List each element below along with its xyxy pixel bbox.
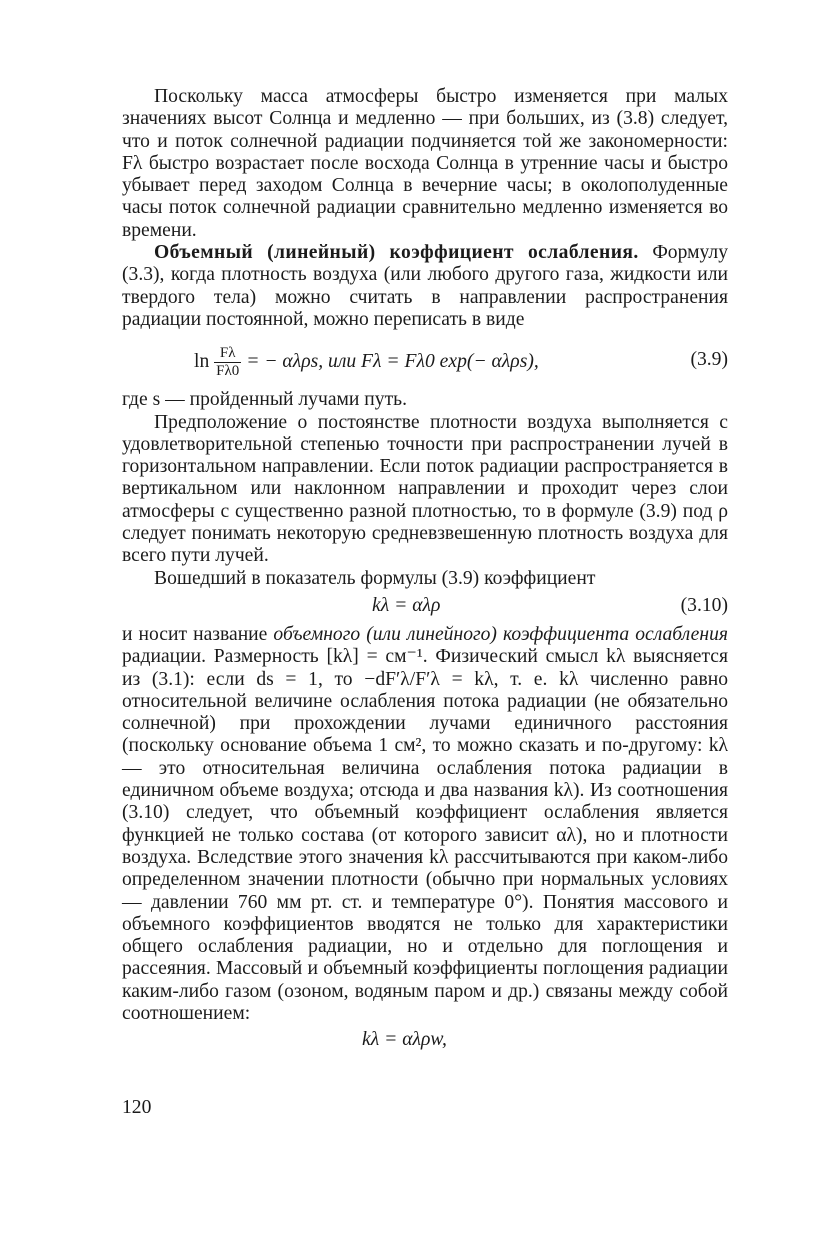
equation-3-9: [122, 331, 728, 389]
eq-fraction: [214, 345, 241, 380]
paragraph-6-start: и носит название: [122, 623, 274, 645]
section-heading: Объемный (линейный) коэффициент ослабления.: [154, 242, 639, 264]
paragraph-2: [122, 242, 728, 331]
equation-number-3-9: (3.9): [690, 349, 728, 371]
term-volume-coefficient: объемного (или линейного) коэффициента ослабления: [273, 623, 728, 645]
paragraph-6-rest: радиации. Размерность [kλ] = см⁻¹. Физический смысл kλ выясняется из (3.1): если ds = 1, то −dF′λ/F′λ = kλ, т. е. kλ численно равно относительной величине ослабления потока радиации (не обязательно солнечной) при прохождении лучами единичного расстояния (поскольку основание объема 1 см², то можно сказать и по-другому: kλ — это относительная величина ослабления потока радиации в единичном объеме воздуха; отсюда и два названия kλ). Из соотношения (3.10) следует, что объемный коэффициент ослабления является функцией не только состава (от которого зависит αλ), но и плотности воздуха. Вследствие этого значения kλ рассчитываются при каком-либо определенном значении плотности (обычно при нормальных условиях — давлении 760 мм рт. ст. и температуре 0°). Понятия массового и объемного коэффициентов вводятся не только для характеристики общего ослабления радиации, но и отдельно для поглощения и рассеяния. Массовый и объемный коэффициенты поглощения радиации каким-либо газом (озоном, водяным паром и др.) связаны между собой соотношением:: [122, 646, 728, 1024]
equation-3-10: [122, 590, 728, 624]
page-number: 120: [122, 1097, 152, 1118]
paragraph-4: Предположение о постоянстве плотности воздуха выполняется с удовлетворительной степенью точности при распространении лучей в горизонтальном направлении. Если поток радиации распространяется в вертикальном или наклонном направлении и проходит через слои атмосферы с существенно разной плотностью, то в формуле (3.9) под ρ следует понимать некоторую средневзвешенную плотность воздуха для всего пути лучей.: [122, 411, 728, 567]
equation-last-body: kλ = αλρw,: [362, 1029, 447, 1051]
eq-numerator: Fλ: [214, 345, 241, 363]
equation-last: [122, 1025, 728, 1055]
paragraph-3: где s — пройденный лучами путь.: [122, 389, 407, 411]
equation-number-3-10: (3.10): [680, 594, 728, 616]
equation-3-10-body: kλ = αλρ: [372, 594, 441, 616]
eq-ln: ln: [194, 351, 210, 373]
eq-denominator: Fλ0: [216, 363, 240, 380]
paragraph-1: Поскольку масса атмосферы быстро изменяется при малых значениях высот Солнца и медленно — при больших, из (3.8) следует, что и поток солнечной радиации подчиняется той же закономерности: Fλ быстро возрастает после восхода Солнца в утренние часы и быстро убывает перед заходом Солнца в вечерние часы; в околополуденные часы поток солнечной радиации сравнительно медленно изменяется во времени.: [122, 86, 728, 241]
paragraph-6: [122, 624, 728, 1025]
paragraph-2-text: Формулу (3.3), когда плотность воздуха (или любого другого газа, жидкости или твердого тела) можно считать в направлении распространения радиации постоянной, можно переписать в виде: [122, 242, 728, 330]
eq-rhs: = − αλρs, или Fλ = Fλ0 exp(− αλρs),: [246, 351, 539, 373]
page-body: [122, 86, 728, 1055]
paragraph-5: Вошедший в показатель формулы (3.9) коэффициент: [154, 567, 596, 589]
